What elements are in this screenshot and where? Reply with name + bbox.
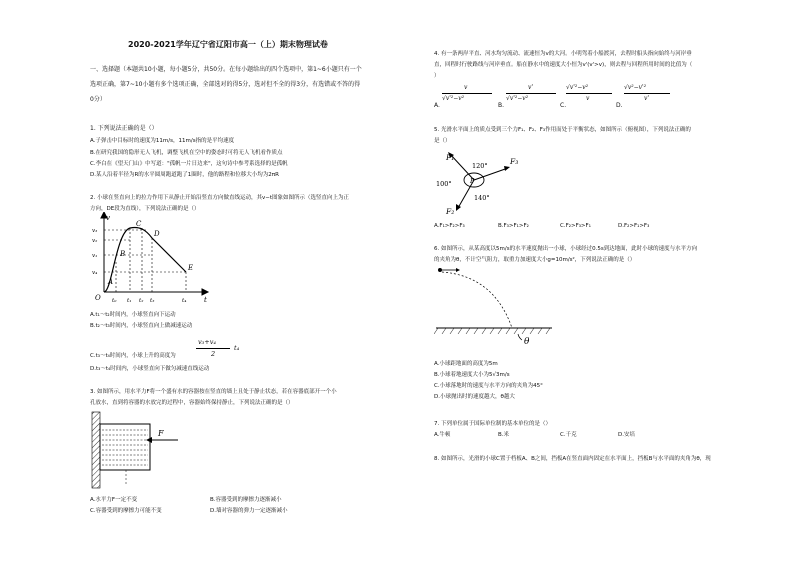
- wall: [92, 412, 100, 488]
- point-c-label: C: [136, 220, 142, 228]
- q4-stem-line3: ）: [434, 73, 440, 79]
- q6-projectile-figure: [434, 264, 554, 356]
- q6-option-c: C.小球落地时的速度与水平方向的夹角为45°: [434, 383, 543, 389]
- trajectory: [442, 272, 512, 328]
- q1-option-c: C.李白在《望天门山》中写道："孤帆一片日边来"，这句诗中参考系选择的是孤帆: [90, 161, 288, 167]
- q4-b-bar: [506, 93, 556, 94]
- q2-option-d: D.t₃～t₄时间内，小球竖直向下做匀减速直线运动: [90, 366, 210, 372]
- q4-option-b-letter: B.: [498, 102, 505, 109]
- q4-option-c-letter: C.: [560, 102, 567, 109]
- point-d-label: D: [154, 230, 160, 238]
- v2-label: v₂: [92, 238, 98, 244]
- t3-label: t₃: [150, 298, 155, 304]
- force-f-label: F: [158, 429, 164, 438]
- q5-force-diagram: [434, 146, 524, 218]
- q6-stem-line2: 的夹角为θ，不计空气阻力，取重力加速度大小g=10m/s²，下列说法正确的是（）: [434, 257, 636, 263]
- q2-c-fraction-numerator: v₃+v₄: [198, 338, 217, 346]
- q5-option-a: A.F₁>F₂>F₃: [434, 223, 465, 229]
- q7-option-c: C.千克: [560, 432, 577, 438]
- q4-a-bar: [442, 93, 492, 94]
- section-instructions-line1: 一、选择题（本题共10小题，每小题5分，共50分。在每小题给出的四个选项中，第1~6小题只有一个: [90, 66, 362, 73]
- vt-curve: [104, 227, 186, 292]
- point-b-label: B: [120, 250, 126, 258]
- t2-label: t₂: [139, 298, 144, 304]
- q4-option-d-letter: D.: [616, 102, 623, 109]
- q4-c-num: √v'²−v²: [566, 84, 589, 91]
- q5-stem-line1: 5. 光滑水平面上的质点受到三个力F₁、F₂、F₃作用而处于平衡状态，如图所示（俯视图），下列说法正确的: [434, 127, 691, 133]
- q4-d-num: √v²−v'²: [624, 84, 647, 91]
- q2-stem-line2: 方向，DE段为直线），下列说法正确的是（）: [90, 206, 200, 212]
- q4-a-num: v: [464, 84, 468, 91]
- q6-option-b: B.小球着地速度大小为5√3m/s: [434, 372, 510, 378]
- axis-v-label: v: [106, 214, 110, 222]
- q5-option-c: C.F₂>F₃>F₁: [560, 223, 591, 229]
- q4-b-den: √v'²−v²: [506, 95, 529, 102]
- q1-option-b: B.在研究我国的隐形无人飞机，调整飞机在空中的姿态时可将无人飞机看作质点: [90, 150, 283, 156]
- q7-option-b: B.米: [498, 432, 510, 438]
- page-title: 2020-2021学年辽宁省辽阳市高一（上）期末物理试卷: [128, 40, 328, 49]
- q6-option-a: A.小球距地面的高度为5m: [434, 361, 498, 367]
- v1-label: v₁: [92, 253, 98, 259]
- angle-100-label: 100°: [436, 180, 452, 188]
- t4-label: t₄: [182, 298, 187, 304]
- q1-stem: 1. 下列说法正确的是（）: [90, 125, 158, 132]
- q1-option-d: D.某人沿着半径为R的水平圆周跑道跑了1圈时，他的路程和位移大小均为2πR: [90, 172, 279, 178]
- q8-stem: 8. 如图所示，光滑的小球C置于档板A、B之间，挡板A在竖直面内固定在水平面上，挡板B与水平面的夹角为θ，现: [434, 456, 711, 462]
- q7-option-d: D.安培: [618, 432, 635, 438]
- q4-d-den: v': [644, 95, 650, 102]
- t1-label: t₁: [127, 298, 132, 304]
- q3-stem-line2: 孔放水，直到将容器的水放完的过程中，容器始终保持静止，下列说法正确的是（）: [90, 400, 294, 406]
- q4-b-num: v': [528, 84, 534, 91]
- q4-c-den: v: [586, 95, 590, 102]
- q4-c-bar: [566, 93, 612, 94]
- f1-label: F₁: [446, 153, 455, 162]
- q2-option-c: [90, 352, 176, 360]
- q1-option-a: A.子弹击中目标时的速度为11m/s，11m/s指的是平均速度: [90, 138, 235, 144]
- q5-option-d: D.F₂>F₁>F₃: [618, 223, 650, 229]
- q3-stem-line1: 3. 如图所示，用水平力F将一个盛有水的容器按在竖直的墙上且处于静止状态，若在容器底部开一个小: [90, 389, 337, 395]
- v3-label: v₃: [92, 228, 98, 234]
- ball: [438, 268, 442, 272]
- theta-label: θ: [524, 337, 530, 347]
- q3-option-d: D.墙对容器的弹力一定逐渐减小: [210, 508, 288, 514]
- q3-container-figure: [90, 410, 190, 490]
- q3-option-a: A.水平力F一定不变: [90, 497, 138, 503]
- angle-120-label: 120°: [472, 162, 488, 170]
- q4-stem-line1: 4. 有一条两岸平直、河水均匀流动、流速恒为v的大河。小明驾着小船渡河，去程时船头指向始终与河岸垂: [434, 51, 692, 57]
- point-e-label: E: [188, 264, 194, 272]
- section-instructions-line3: 0分）: [90, 96, 106, 103]
- f2-label: F₂: [446, 207, 455, 216]
- q2-c-fraction-suffix: t₄: [234, 344, 240, 352]
- section-instructions-line2: 选项正确，第7~10小题有多个选项正确，全部选对的得5分，选对但不全的得3分，有选错或不答的得: [90, 81, 361, 88]
- q6-stem-line1: 6. 如图所示，从某高度以5m/s的水平速度抛出一小球，小球经过0.5s到达地面，此时小球的速度与水平方向: [434, 246, 698, 252]
- q5-stem-line2: 是（）: [434, 138, 451, 144]
- q7-option-a: A.牛顿: [434, 432, 451, 438]
- q2-option-a: A.t₁～t₂时间内，小球竖直向下运动: [90, 312, 176, 318]
- p-label: P: [470, 177, 475, 185]
- water-container: [100, 424, 150, 470]
- q2-vt-graph: [90, 212, 210, 304]
- right-column: [412, 0, 792, 562]
- t0-label: t₀: [112, 298, 117, 304]
- left-column: [0, 0, 380, 562]
- origin-label: O: [95, 294, 101, 302]
- q3-option-b: B.容器受到的摩擦力逐渐减小: [210, 497, 282, 503]
- q4-stem-line2: 直，回程时行驶路线与河岸垂直。船在静水中的速度大小恒为v'(v'>v)，则去程与回程所用时间的比值为（: [434, 62, 693, 68]
- q3-option-c: C.容器受到的摩擦力可能不变: [90, 508, 162, 514]
- q6-option-d: D.小球抛出时的速度越大，θ越大: [434, 394, 515, 400]
- q5-option-b: B.F₃>F₁>F₂: [498, 223, 529, 229]
- q2-option-c-text: C.t₃～t₄时间内，小球上升的高度为: [90, 353, 176, 359]
- q7-stem: 7. 下列单位属于国际单位制的基本单位的是（）: [434, 421, 551, 427]
- q2-c-fraction-denominator: 2: [211, 350, 216, 358]
- q2-option-b: B.t₂～t₃时间内，小球竖直向上做减速运动: [90, 323, 193, 329]
- point-a-label: A: [108, 278, 114, 286]
- q2-stem-line1: 2. 小球在竖直向上的拉力作用下从静止开始沿竖直方向做直线运动，其v−t图象如图所示（选竖直向上为正: [90, 195, 350, 201]
- q4-d-bar: [624, 93, 670, 94]
- axis-t-label: t: [204, 296, 207, 304]
- angle-140-label: 140°: [474, 194, 490, 202]
- q4-a-den: √v'²−v²: [442, 95, 465, 102]
- f3-label: F₃: [510, 157, 519, 166]
- q4-option-a-letter: A.: [434, 102, 440, 109]
- v4-label: v₄: [92, 270, 98, 276]
- q2-c-fraction-bar: [196, 348, 230, 349]
